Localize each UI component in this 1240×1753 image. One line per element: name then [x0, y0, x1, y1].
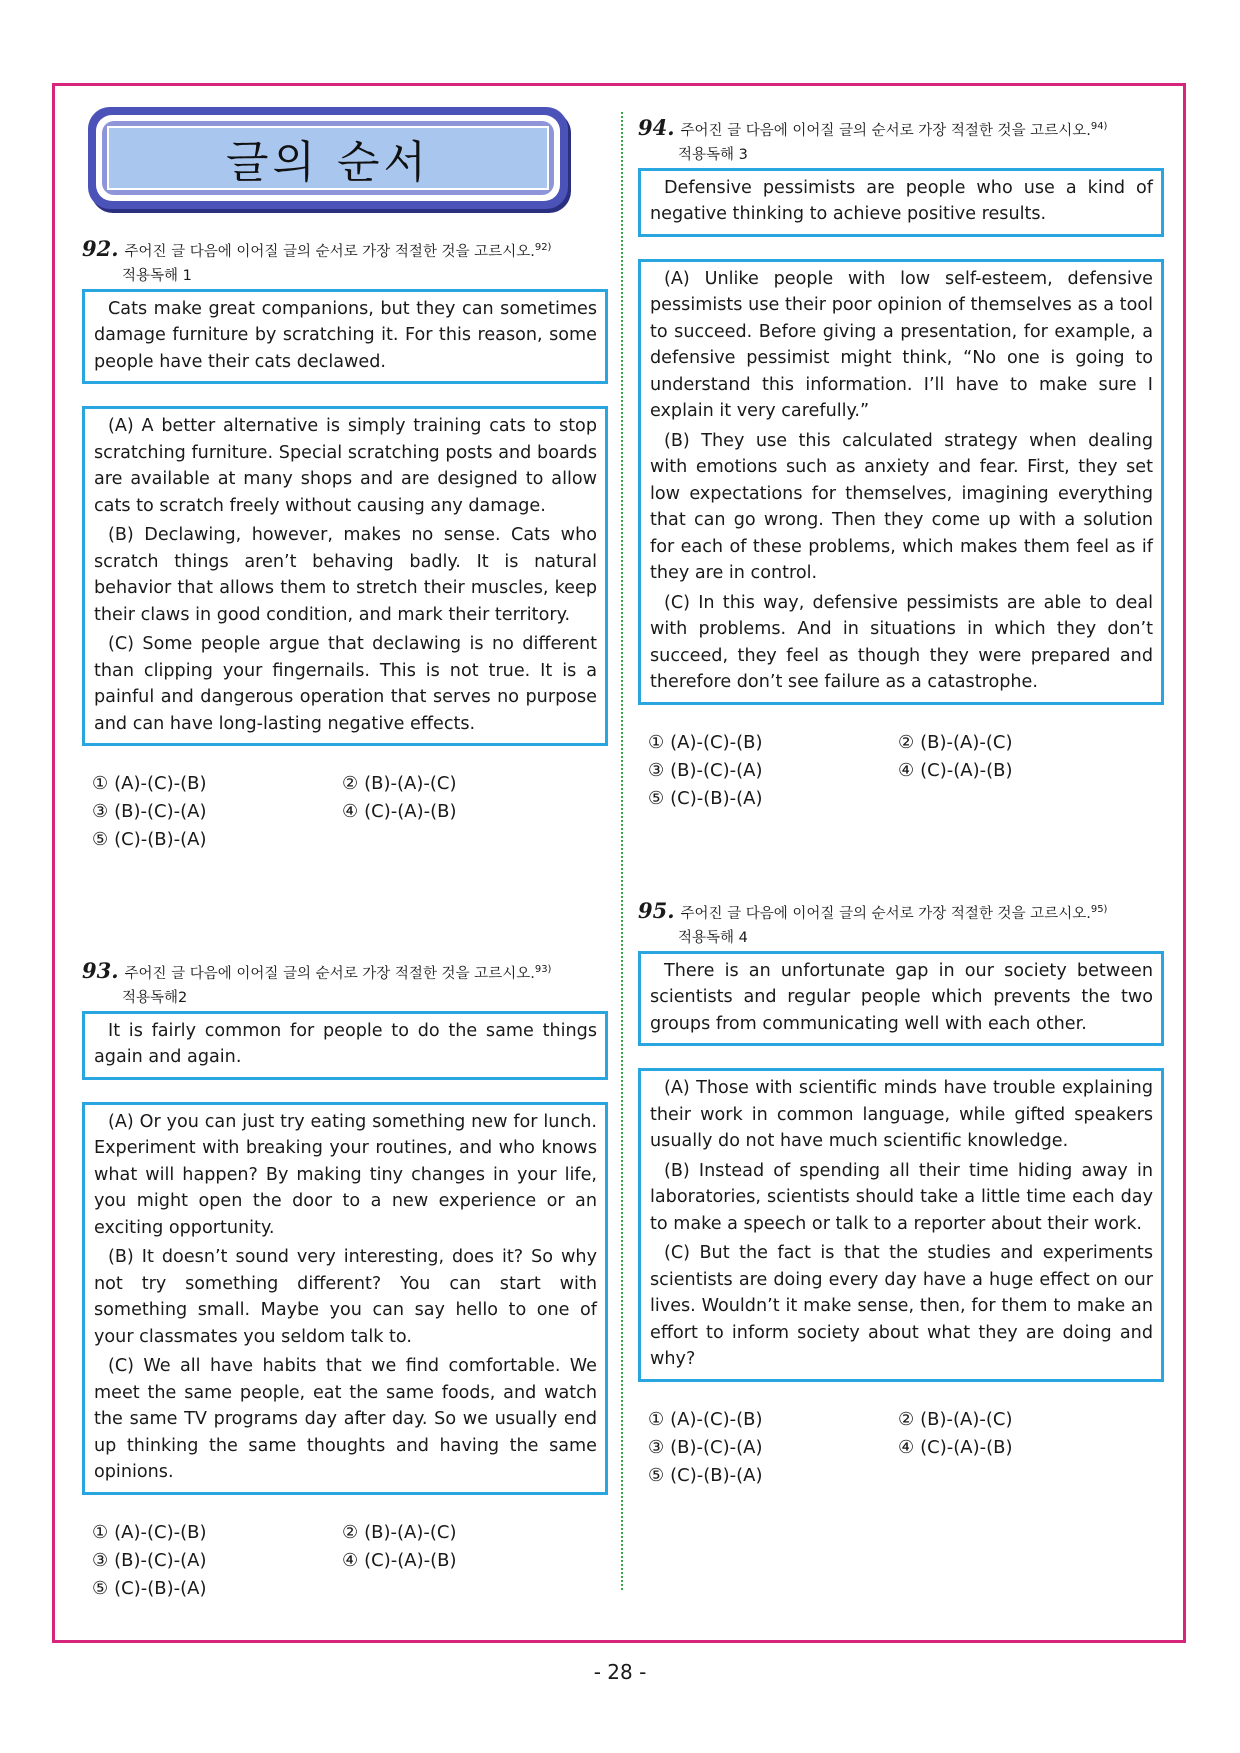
choice-1[interactable]: ① (A)-(C)-(B)	[648, 1408, 763, 1430]
intro-text: Defensive pessimists are people who use a kind of negative thinking to achieve positive results.	[650, 177, 1153, 225]
intro-box	[82, 1011, 608, 1080]
question-header	[638, 114, 1164, 141]
question-95	[638, 897, 1164, 1489]
footnote-marker: 94)	[1090, 121, 1108, 132]
question-instruction: 주어진 글 다음에 이어질 글의 순서로 가장 적절한 것을 고르시오.	[680, 122, 1091, 139]
question-header	[82, 957, 608, 984]
question-instruction: 주어진 글 다음에 이어질 글의 순서로 가장 적절한 것을 고르시오.	[680, 905, 1091, 922]
intro-text: There is an unfortunate gap in our society between scientists and regular people which prevents the two groups from communicating well with each other.	[650, 960, 1153, 1034]
footnote-marker: 95)	[1090, 904, 1108, 915]
choice-5[interactable]: ⑤ (C)-(B)-(A)	[92, 829, 207, 851]
choice-1[interactable]: ① (A)-(C)-(B)	[92, 773, 207, 795]
choice-2[interactable]: ② (B)-(A)-(C)	[898, 1408, 1013, 1430]
choice-3[interactable]: ③ (B)-(C)-(A)	[648, 759, 763, 781]
choice-5[interactable]: ⑤ (C)-(B)-(A)	[648, 787, 763, 809]
choice-2[interactable]: ② (B)-(A)-(C)	[898, 731, 1013, 753]
intro-box	[82, 289, 608, 385]
paragraph-a: (A) A better alternative is simply training cats to stop scratching furniture. Special scratching posts and boards are available at many shops and are designed to allow cats to scratch freely without causing any damage.	[94, 416, 597, 516]
question-94	[638, 114, 1164, 812]
choice-3[interactable]: ③ (B)-(C)-(A)	[92, 801, 207, 823]
paragraph-c: (C) In this way, defensive pessimists are able to deal with problems. And in situations in which they don’t succeed, they feel as though they were prepared and therefore don’t see failure as a catastrophe.	[650, 592, 1153, 693]
paragraph-b: (B) They use this calculated strategy when dealing with emotions such as anxiety and fear. First, they set low expectations for themselves, imagining everything that can go wrong. Then they come up with a solution for each of these problems, which makes them feel as if they are in control.	[650, 430, 1153, 584]
question-instruction: 주어진 글 다음에 이어질 글의 순서로 가장 적절한 것을 고르시오.	[124, 965, 535, 982]
intro-text: Cats make great companions, but they can sometimes damage furniture by scratching it. For this reason, some people have their cats declawed.	[94, 298, 597, 372]
choice-3[interactable]: ③ (B)-(C)-(A)	[92, 1549, 207, 1571]
question-source: 적용독해 3	[678, 146, 748, 163]
section-title: 글의 순서	[107, 126, 549, 190]
choice-4[interactable]: ④ (C)-(A)-(B)	[898, 759, 1013, 781]
choice-4[interactable]: ④ (C)-(A)-(B)	[342, 1549, 457, 1571]
paragraph-a: (A) Unlike people with low self-esteem, defensive pessimists use their poor opinion of themselves as a tool to succeed. Before giving a presentation, for example, a defensive pessimist might think, “No one is going to understand this information. I’ll have to make sure I explain it very carefully.”	[650, 268, 1153, 422]
question-93	[82, 957, 608, 1602]
intro-box	[638, 951, 1164, 1047]
paragraphs-box	[82, 406, 608, 746]
intro-box	[638, 168, 1164, 237]
paragraph-b: (B) Instead of spending all their time hiding away in laboratories, scientists should take a little time each day to make a speech or talk to a reporter about their work.	[650, 1160, 1153, 1234]
question-source: 적용독해2	[122, 989, 188, 1006]
choice-2[interactable]: ② (B)-(A)-(C)	[342, 1521, 457, 1543]
paragraph-b: (B) It doesn’t sound very interesting, does it? So why not try something different? You can start with something small. Maybe you can say hello to one of your classmates you seldom talk to.	[94, 1247, 597, 1347]
paragraphs-box	[638, 259, 1164, 705]
paragraphs-box	[82, 1102, 608, 1495]
section-title-banner	[88, 107, 568, 209]
answer-choices	[638, 1406, 1164, 1489]
choice-1[interactable]: ① (A)-(C)-(B)	[92, 1521, 207, 1543]
question-number: 92.	[82, 235, 119, 261]
footnote-marker: 93)	[534, 964, 552, 975]
choice-2[interactable]: ② (B)-(A)-(C)	[342, 773, 457, 795]
choice-4[interactable]: ④ (C)-(A)-(B)	[898, 1436, 1013, 1458]
question-number: 94.	[638, 114, 675, 140]
footnote-marker: 92)	[534, 242, 552, 253]
page-number: - 28 -	[593, 1660, 647, 1684]
paragraph-c: (C) Some people argue that declawing is no different than clipping your fingernails. This is not true. It is a painful and dangerous operation that serves no purpose and can have long-lasting negative effects.	[94, 634, 597, 734]
paragraph-a: (A) Those with scientific minds have trouble explaining their work in common language, while gifted speakers usually do not have much scientific knowledge.	[650, 1078, 1153, 1152]
paragraph-c: (C) We all have habits that we find comfortable. We meet the same people, eat the same foods, and watch the same TV programs day after day. So we usually end up thinking the same thoughts and having the same opinions.	[94, 1356, 597, 1483]
choice-4[interactable]: ④ (C)-(A)-(B)	[342, 801, 457, 823]
choice-5[interactable]: ⑤ (C)-(B)-(A)	[92, 1577, 207, 1599]
answer-choices	[638, 729, 1164, 812]
choice-5[interactable]: ⑤ (C)-(B)-(A)	[648, 1464, 763, 1486]
answer-choices	[82, 1519, 608, 1602]
paragraph-b: (B) Declawing, however, makes no sense. Cats who scratch things aren’t behaving badly. It is natural behavior that allows them to stretch their muscles, keep their claws in good condition, and mark their territory.	[94, 525, 597, 625]
choice-3[interactable]: ③ (B)-(C)-(A)	[648, 1436, 763, 1458]
paragraph-a: (A) Or you can just try eating something new for lunch. Experiment with breaking your routines, and who knows what will happen? By making tiny changes in your life, you might open the door to a new experience or an exciting opportunity.	[94, 1111, 597, 1238]
column-divider	[621, 112, 623, 1590]
intro-text: It is fairly common for people to do the same things again and again.	[94, 1020, 597, 1068]
question-header	[82, 235, 608, 262]
paragraphs-box	[638, 1068, 1164, 1382]
question-number: 93.	[82, 957, 119, 983]
question-source: 적용독해 1	[122, 267, 192, 284]
question-number: 95.	[638, 897, 675, 923]
question-header	[638, 897, 1164, 924]
question-source: 적용독해 4	[678, 929, 748, 946]
choice-1[interactable]: ① (A)-(C)-(B)	[648, 731, 763, 753]
answer-choices	[82, 770, 608, 853]
question-92	[82, 235, 608, 853]
question-instruction: 주어진 글 다음에 이어질 글의 순서로 가장 적절한 것을 고르시오.	[124, 243, 535, 260]
paragraph-c: (C) But the fact is that the studies and experiments scientists are doing every day have a huge effect on our lives. Wouldn’t it make sense, then, for them to make an effort to inform society about what they are doing and why?	[650, 1243, 1153, 1370]
